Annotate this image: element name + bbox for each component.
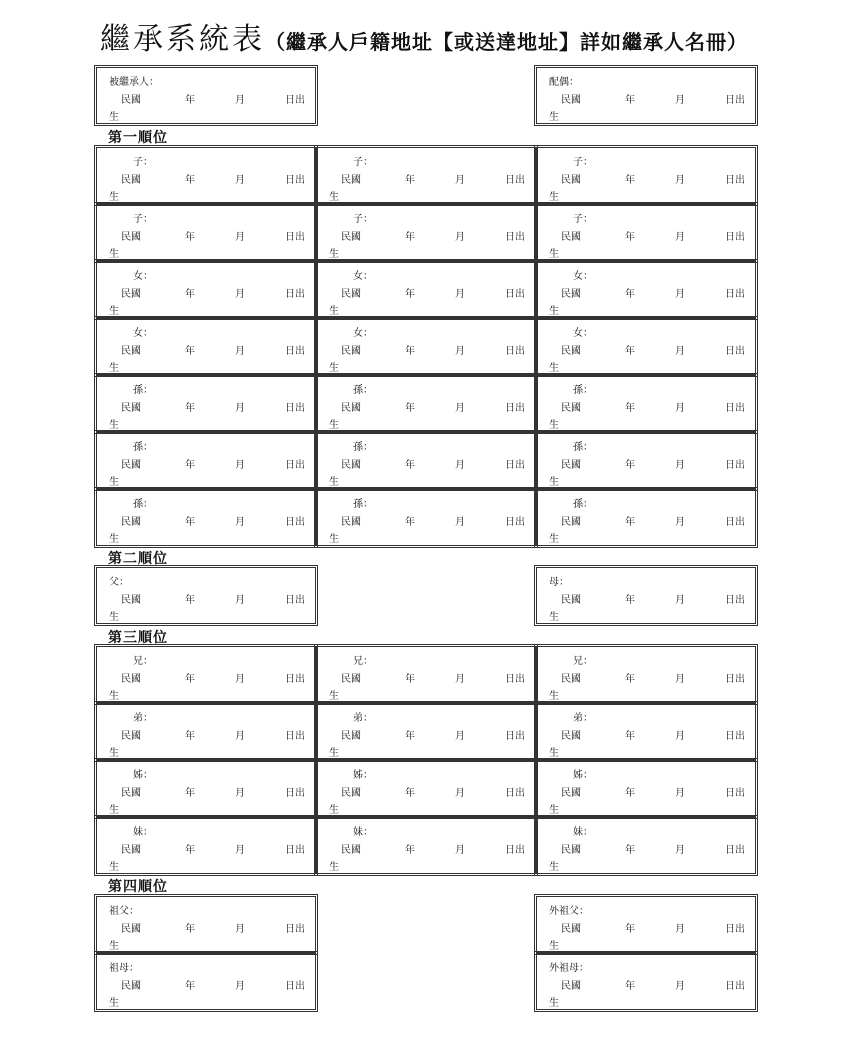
grandfather-cell[interactable] <box>96 896 316 953</box>
birth-month-label: 月 <box>235 517 245 528</box>
birth-year-label: 年 <box>185 346 195 357</box>
birth-era-label: 民國 <box>561 175 581 186</box>
birth-month-label: 月 <box>675 403 685 414</box>
first-order-cell[interactable] <box>316 432 536 489</box>
birth-day-label: 日出 <box>725 845 745 856</box>
birth-day-label: 日出 <box>725 788 745 799</box>
heir-label: 父： <box>109 577 129 588</box>
birth-year-label: 年 <box>625 289 635 300</box>
heir-label: 子： <box>353 214 373 225</box>
birth-suffix-label: 生 <box>549 192 559 203</box>
birth-day-label: 日出 <box>285 289 305 300</box>
birth-year-label: 年 <box>185 403 195 414</box>
heir-label: 兄： <box>133 656 153 667</box>
birth-year-label: 年 <box>405 788 415 799</box>
birth-day-label: 日出 <box>505 460 525 471</box>
birth-month-label: 月 <box>675 981 685 992</box>
birth-day-label: 日出 <box>725 403 745 414</box>
birth-year-label: 年 <box>185 175 195 186</box>
birth-era-label: 民國 <box>341 232 361 243</box>
birth-year-label: 年 <box>405 460 415 471</box>
birth-day-label: 日出 <box>285 517 305 528</box>
birth-year-label: 年 <box>405 232 415 243</box>
birth-day-label: 日出 <box>285 232 305 243</box>
birth-day-label: 日出 <box>725 981 745 992</box>
birth-year-label: 年 <box>185 289 195 300</box>
birth-era-label: 民國 <box>121 403 141 414</box>
birth-suffix-label: 生 <box>549 306 559 317</box>
birth-suffix-label: 生 <box>109 691 119 702</box>
maternal-grandmother-cell[interactable] <box>536 953 756 1010</box>
first-order-cell[interactable] <box>536 318 756 375</box>
third-order-cell[interactable] <box>96 817 316 874</box>
birth-year-label: 年 <box>405 175 415 186</box>
birth-suffix-label: 生 <box>329 192 339 203</box>
section-second-order: 第二順位 <box>108 551 168 567</box>
heir-label: 妹： <box>353 827 373 838</box>
birth-month-label: 月 <box>675 595 685 606</box>
birth-day-label: 日出 <box>725 674 745 685</box>
birth-month-label: 月 <box>235 232 245 243</box>
birth-year-label: 年 <box>625 674 635 685</box>
birth-suffix-label: 生 <box>329 805 339 816</box>
birth-suffix-label: 生 <box>329 306 339 317</box>
birth-era-label: 民國 <box>341 175 361 186</box>
third-order-cell[interactable] <box>536 703 756 760</box>
heir-label: 配偶： <box>549 77 579 88</box>
birth-month-label: 月 <box>235 595 245 606</box>
heir-label: 子： <box>133 214 153 225</box>
birth-day-label: 日出 <box>505 788 525 799</box>
birth-year-label: 年 <box>185 95 195 106</box>
birth-year-label: 年 <box>405 289 415 300</box>
third-order-cell[interactable] <box>316 817 536 874</box>
birth-year-label: 年 <box>185 788 195 799</box>
birth-suffix-label: 生 <box>549 534 559 545</box>
birth-suffix-label: 生 <box>549 420 559 431</box>
birth-era-label: 民國 <box>121 788 141 799</box>
birth-day-label: 日出 <box>505 845 525 856</box>
heir-label: 孫： <box>353 385 373 396</box>
third-order-cell[interactable] <box>96 703 316 760</box>
birth-era-label: 民國 <box>561 346 581 357</box>
birth-era-label: 民國 <box>121 232 141 243</box>
first-order-cell[interactable] <box>96 432 316 489</box>
birth-month-label: 月 <box>455 346 465 357</box>
birth-year-label: 年 <box>405 517 415 528</box>
heir-label: 被繼承人： <box>109 77 159 88</box>
birth-suffix-label: 生 <box>109 192 119 203</box>
birth-era-label: 民國 <box>121 731 141 742</box>
birth-month-label: 月 <box>675 346 685 357</box>
heir-label: 孫： <box>573 499 593 510</box>
birth-suffix-label: 生 <box>549 805 559 816</box>
birth-era-label: 民國 <box>561 460 581 471</box>
heir-label: 外祖父： <box>549 906 589 917</box>
birth-suffix-label: 生 <box>109 534 119 545</box>
heir-label: 妹： <box>573 827 593 838</box>
birth-month-label: 月 <box>235 95 245 106</box>
first-order-cell[interactable] <box>536 147 756 204</box>
birth-era-label: 民國 <box>561 845 581 856</box>
heir-label: 妹： <box>133 827 153 838</box>
birth-era-label: 民國 <box>561 517 581 528</box>
birth-suffix-label: 生 <box>109 112 119 123</box>
birth-year-label: 年 <box>185 460 195 471</box>
birth-day-label: 日出 <box>285 731 305 742</box>
heir-label: 孫： <box>133 499 153 510</box>
birth-era-label: 民國 <box>341 674 361 685</box>
birth-month-label: 月 <box>455 403 465 414</box>
birth-year-label: 年 <box>625 981 635 992</box>
birth-suffix-label: 生 <box>109 748 119 759</box>
third-order-cell[interactable] <box>316 646 536 703</box>
birth-era-label: 民國 <box>561 595 581 606</box>
birth-year-label: 年 <box>185 517 195 528</box>
birth-suffix-label: 生 <box>549 612 559 623</box>
birth-era-label: 民國 <box>121 346 141 357</box>
birth-year-label: 年 <box>625 517 635 528</box>
birth-suffix-label: 生 <box>549 477 559 488</box>
birth-month-label: 月 <box>235 788 245 799</box>
heir-label: 祖母： <box>109 963 139 974</box>
birth-year-label: 年 <box>185 731 195 742</box>
birth-month-label: 月 <box>455 289 465 300</box>
birth-day-label: 日出 <box>285 674 305 685</box>
birth-suffix-label: 生 <box>329 534 339 545</box>
birth-month-label: 月 <box>235 924 245 935</box>
birth-month-label: 月 <box>235 731 245 742</box>
birth-month-label: 月 <box>675 731 685 742</box>
heir-label: 弟： <box>133 713 153 724</box>
birth-year-label: 年 <box>405 674 415 685</box>
birth-era-label: 民國 <box>561 403 581 414</box>
heir-label: 兄： <box>573 656 593 667</box>
birth-era-label: 民國 <box>121 289 141 300</box>
birth-era-label: 民國 <box>341 289 361 300</box>
third-order-cell[interactable] <box>96 760 316 817</box>
birth-suffix-label: 生 <box>329 691 339 702</box>
birth-year-label: 年 <box>625 845 635 856</box>
birth-suffix-label: 生 <box>109 941 119 952</box>
heir-label: 孫： <box>353 499 373 510</box>
decedent-cell[interactable] <box>96 67 316 124</box>
birth-suffix-label: 生 <box>329 249 339 260</box>
birth-month-label: 月 <box>235 289 245 300</box>
birth-era-label: 民國 <box>341 731 361 742</box>
third-order-cell[interactable] <box>96 646 316 703</box>
birth-year-label: 年 <box>185 845 195 856</box>
birth-year-label: 年 <box>405 845 415 856</box>
birth-year-label: 年 <box>625 403 635 414</box>
birth-month-label: 月 <box>455 232 465 243</box>
birth-suffix-label: 生 <box>549 249 559 260</box>
birth-era-label: 民國 <box>121 517 141 528</box>
third-order-cell[interactable] <box>536 817 756 874</box>
birth-day-label: 日出 <box>505 731 525 742</box>
grandmother-cell[interactable] <box>96 953 316 1010</box>
birth-era-label: 民國 <box>121 674 141 685</box>
heir-label: 孫： <box>573 385 593 396</box>
birth-day-label: 日出 <box>725 731 745 742</box>
first-order-cell[interactable] <box>536 432 756 489</box>
first-order-cell[interactable] <box>316 318 536 375</box>
birth-era-label: 民國 <box>341 788 361 799</box>
birth-month-label: 月 <box>455 731 465 742</box>
birth-day-label: 日出 <box>285 95 305 106</box>
birth-era-label: 民國 <box>561 674 581 685</box>
birth-era-label: 民國 <box>341 403 361 414</box>
birth-era-label: 民國 <box>341 460 361 471</box>
birth-suffix-label: 生 <box>109 612 119 623</box>
birth-month-label: 月 <box>675 845 685 856</box>
heir-label: 姊： <box>353 770 373 781</box>
heir-label: 子： <box>573 157 593 168</box>
first-order-cell[interactable] <box>316 147 536 204</box>
birth-era-label: 民國 <box>121 981 141 992</box>
birth-suffix-label: 生 <box>329 420 339 431</box>
birth-month-label: 月 <box>455 517 465 528</box>
birth-year-label: 年 <box>625 346 635 357</box>
birth-day-label: 日出 <box>505 403 525 414</box>
birth-year-label: 年 <box>625 731 635 742</box>
birth-month-label: 月 <box>455 460 465 471</box>
first-order-cell[interactable] <box>316 375 536 432</box>
heir-label: 孫： <box>353 442 373 453</box>
birth-day-label: 日出 <box>285 175 305 186</box>
birth-era-label: 民國 <box>561 788 581 799</box>
birth-month-label: 月 <box>675 924 685 935</box>
birth-era-label: 民國 <box>561 981 581 992</box>
birth-day-label: 日出 <box>725 175 745 186</box>
birth-year-label: 年 <box>625 95 635 106</box>
section-third-order: 第三順位 <box>108 630 168 646</box>
birth-era-label: 民國 <box>341 845 361 856</box>
heir-label: 孫： <box>133 442 153 453</box>
third-order-cell[interactable] <box>536 760 756 817</box>
birth-suffix-label: 生 <box>109 805 119 816</box>
birth-suffix-label: 生 <box>109 477 119 488</box>
birth-year-label: 年 <box>625 175 635 186</box>
first-order-cell[interactable] <box>536 261 756 318</box>
birth-year-label: 年 <box>185 924 195 935</box>
heir-label: 子： <box>573 214 593 225</box>
birth-day-label: 日出 <box>285 924 305 935</box>
birth-year-label: 年 <box>185 595 195 606</box>
heir-label: 女： <box>353 271 373 282</box>
birth-month-label: 月 <box>675 460 685 471</box>
heir-label: 姊： <box>133 770 153 781</box>
first-order-cell[interactable] <box>536 489 756 546</box>
heir-label: 女： <box>133 328 153 339</box>
birth-suffix-label: 生 <box>329 748 339 759</box>
birth-year-label: 年 <box>185 232 195 243</box>
birth-year-label: 年 <box>625 595 635 606</box>
birth-era-label: 民國 <box>561 924 581 935</box>
heir-label: 子： <box>353 157 373 168</box>
birth-suffix-label: 生 <box>549 112 559 123</box>
birth-month-label: 月 <box>675 517 685 528</box>
birth-month-label: 月 <box>455 674 465 685</box>
birth-day-label: 日出 <box>285 595 305 606</box>
birth-suffix-label: 生 <box>549 691 559 702</box>
mother-cell[interactable] <box>536 567 756 624</box>
heir-label: 祖父： <box>109 906 139 917</box>
third-order-cell[interactable] <box>536 646 756 703</box>
birth-day-label: 日出 <box>505 232 525 243</box>
heir-label: 子： <box>133 157 153 168</box>
heir-label: 母： <box>549 577 569 588</box>
birth-day-label: 日出 <box>725 346 745 357</box>
birth-year-label: 年 <box>625 460 635 471</box>
maternal-grandfather-cell[interactable] <box>536 896 756 953</box>
birth-month-label: 月 <box>675 232 685 243</box>
first-order-cell[interactable] <box>96 375 316 432</box>
birth-suffix-label: 生 <box>329 862 339 873</box>
birth-era-label: 民國 <box>121 95 141 106</box>
birth-era-label: 民國 <box>121 845 141 856</box>
birth-era-label: 民國 <box>561 289 581 300</box>
document-title <box>100 14 748 58</box>
birth-year-label: 年 <box>625 232 635 243</box>
birth-era-label: 民國 <box>561 232 581 243</box>
first-order-cell[interactable] <box>96 489 316 546</box>
title-sub: （繼承人戶籍地址【或送達地址】詳如繼承人名冊） <box>265 30 748 54</box>
birth-year-label: 年 <box>625 924 635 935</box>
first-order-cell[interactable] <box>96 204 316 261</box>
birth-day-label: 日出 <box>725 289 745 300</box>
third-order-cell[interactable] <box>316 760 536 817</box>
birth-month-label: 月 <box>455 175 465 186</box>
birth-year-label: 年 <box>185 981 195 992</box>
birth-suffix-label: 生 <box>109 998 119 1009</box>
birth-suffix-label: 生 <box>329 363 339 374</box>
birth-day-label: 日出 <box>285 788 305 799</box>
birth-month-label: 月 <box>235 845 245 856</box>
first-order-cell[interactable] <box>536 204 756 261</box>
birth-month-label: 月 <box>675 674 685 685</box>
birth-era-label: 民國 <box>561 95 581 106</box>
birth-year-label: 年 <box>405 346 415 357</box>
birth-day-label: 日出 <box>725 95 745 106</box>
birth-suffix-label: 生 <box>329 477 339 488</box>
heir-label: 孫： <box>133 385 153 396</box>
birth-month-label: 月 <box>455 845 465 856</box>
birth-day-label: 日出 <box>505 674 525 685</box>
birth-suffix-label: 生 <box>549 363 559 374</box>
first-order-cell[interactable] <box>316 489 536 546</box>
heir-label: 女： <box>573 271 593 282</box>
birth-suffix-label: 生 <box>109 862 119 873</box>
first-order-cell[interactable] <box>316 204 536 261</box>
birth-month-label: 月 <box>235 346 245 357</box>
birth-day-label: 日出 <box>725 517 745 528</box>
heir-label: 女： <box>133 271 153 282</box>
third-order-cell[interactable] <box>316 703 536 760</box>
birth-year-label: 年 <box>625 788 635 799</box>
birth-day-label: 日出 <box>285 845 305 856</box>
birth-month-label: 月 <box>675 95 685 106</box>
birth-suffix-label: 生 <box>109 420 119 431</box>
birth-era-label: 民國 <box>121 175 141 186</box>
birth-suffix-label: 生 <box>109 363 119 374</box>
birth-day-label: 日出 <box>725 924 745 935</box>
birth-month-label: 月 <box>235 175 245 186</box>
first-order-cell[interactable] <box>316 261 536 318</box>
birth-day-label: 日出 <box>505 346 525 357</box>
birth-day-label: 日出 <box>505 175 525 186</box>
first-order-cell[interactable] <box>96 147 316 204</box>
birth-era-label: 民國 <box>121 460 141 471</box>
birth-day-label: 日出 <box>285 981 305 992</box>
birth-day-label: 日出 <box>725 595 745 606</box>
birth-month-label: 月 <box>235 981 245 992</box>
birth-era-label: 民國 <box>341 346 361 357</box>
birth-era-label: 民國 <box>341 517 361 528</box>
birth-suffix-label: 生 <box>109 249 119 260</box>
birth-day-label: 日出 <box>505 289 525 300</box>
birth-era-label: 民國 <box>121 595 141 606</box>
heir-label: 孫： <box>573 442 593 453</box>
birth-day-label: 日出 <box>725 232 745 243</box>
birth-month-label: 月 <box>455 788 465 799</box>
birth-era-label: 民國 <box>561 731 581 742</box>
birth-suffix-label: 生 <box>549 998 559 1009</box>
heir-label: 弟： <box>353 713 373 724</box>
birth-day-label: 日出 <box>725 460 745 471</box>
birth-year-label: 年 <box>185 674 195 685</box>
heir-label: 外祖母： <box>549 963 589 974</box>
first-order-cell[interactable] <box>96 318 316 375</box>
title-main: 繼承系統表 <box>100 22 265 57</box>
birth-day-label: 日出 <box>285 460 305 471</box>
birth-year-label: 年 <box>405 731 415 742</box>
birth-day-label: 日出 <box>505 517 525 528</box>
birth-era-label: 民國 <box>121 924 141 935</box>
birth-month-label: 月 <box>235 460 245 471</box>
birth-suffix-label: 生 <box>549 941 559 952</box>
birth-year-label: 年 <box>405 403 415 414</box>
birth-month-label: 月 <box>675 788 685 799</box>
birth-month-label: 月 <box>675 289 685 300</box>
birth-month-label: 月 <box>675 175 685 186</box>
birth-month-label: 月 <box>235 674 245 685</box>
father-cell[interactable] <box>96 567 316 624</box>
first-order-cell[interactable] <box>536 375 756 432</box>
first-order-cell[interactable] <box>96 261 316 318</box>
birth-day-label: 日出 <box>285 403 305 414</box>
heir-label: 女： <box>353 328 373 339</box>
section-first-order: 第一順位 <box>108 130 168 146</box>
birth-suffix-label: 生 <box>549 862 559 873</box>
heir-label: 兄： <box>353 656 373 667</box>
spouse-cell[interactable] <box>536 67 756 124</box>
section-fourth-order: 第四順位 <box>108 879 168 895</box>
birth-suffix-label: 生 <box>109 306 119 317</box>
birth-day-label: 日出 <box>285 346 305 357</box>
heir-label: 女： <box>573 328 593 339</box>
birth-suffix-label: 生 <box>549 748 559 759</box>
heir-label: 弟： <box>573 713 593 724</box>
birth-month-label: 月 <box>235 403 245 414</box>
heir-label: 姊： <box>573 770 593 781</box>
